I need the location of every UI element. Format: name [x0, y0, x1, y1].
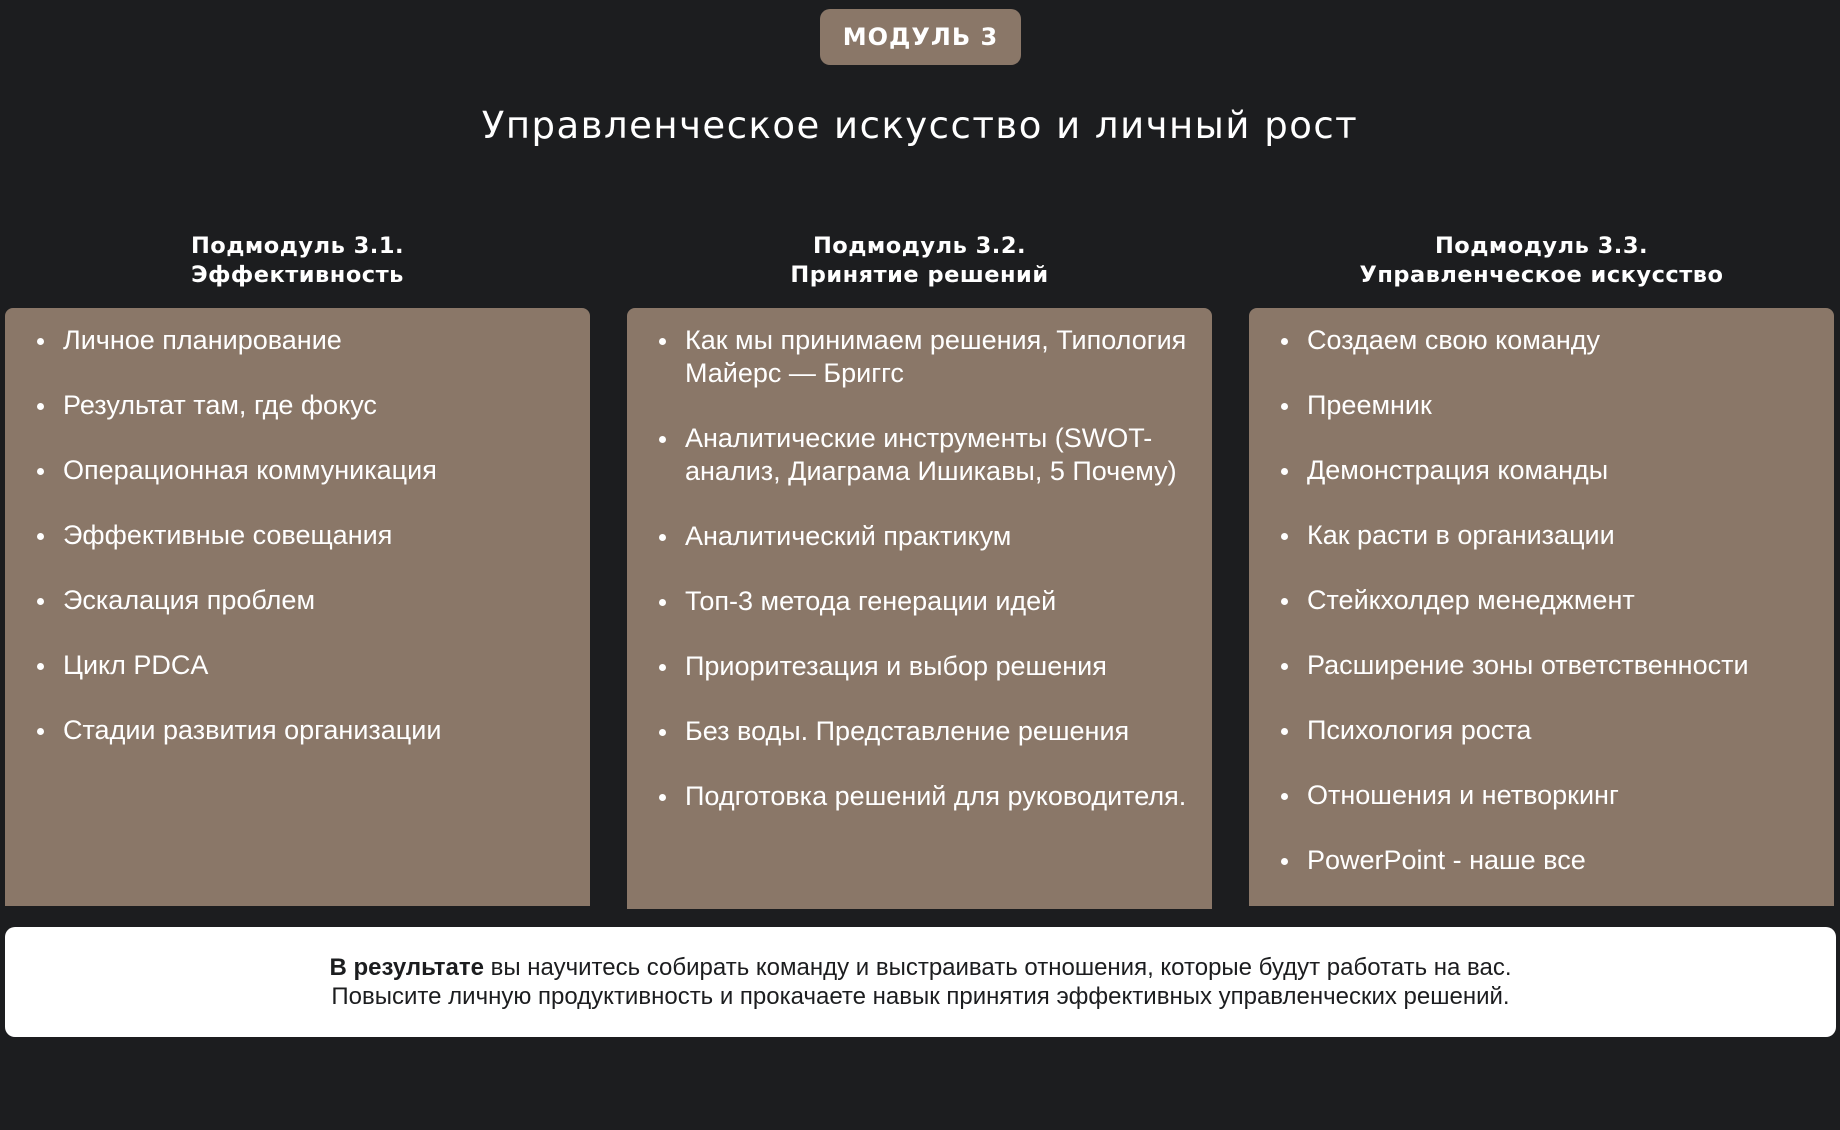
list-item: Результат там, где фокус	[35, 389, 570, 422]
list-item: Эскалация проблем	[35, 584, 570, 617]
list-item: Как расти в организации	[1279, 519, 1814, 552]
list-item: Психология роста	[1279, 714, 1814, 747]
list-item: Расширение зоны ответственности	[1279, 649, 1814, 682]
list-item: Без воды. Представление решения	[657, 715, 1192, 748]
submodule-2-list	[657, 324, 1192, 813]
submodule-1-card	[5, 308, 590, 906]
list-item: Демонстрация команды	[1279, 454, 1814, 487]
list-item: Как мы принимаем решения, Типология Майерс — Бриггс	[657, 324, 1192, 390]
list-item: Эффективные совещания	[35, 519, 570, 552]
result-line-2: Повысите личную продуктивность и прокачаете навык принятия эффективных управленческих решений.	[331, 983, 1510, 1010]
result-lead: В результате	[329, 954, 484, 981]
module-title: Управленческое искусство и личный рост	[481, 104, 1359, 147]
list-item: Создаем свою команду	[1279, 324, 1814, 357]
list-item: Стейкхолдер менеджмент	[1279, 584, 1814, 617]
list-item: Цикл PDCA	[35, 649, 570, 682]
result-line-1	[329, 953, 1511, 982]
list-item: Личное планирование	[35, 324, 570, 357]
list-item: Операционная коммуникация	[35, 454, 570, 487]
submodule-1-heading	[5, 232, 590, 290]
submodule-3-card	[1249, 308, 1834, 906]
result-line-1-text: вы научитесь собирать команду и выстраивать отношения, которые будут работать на вас.	[483, 954, 1512, 981]
submodule-3-number: Подмодуль 3.3.	[1434, 233, 1649, 259]
list-item: PowerPoint - наше все	[1279, 844, 1814, 877]
list-item: Аналитический практикум	[657, 520, 1192, 553]
submodule-1-list	[35, 324, 570, 747]
list-item: Стадии развития организации	[35, 714, 570, 747]
list-item: Преемник	[1279, 389, 1814, 422]
submodule-1-number: Подмодуль 3.1.	[190, 233, 405, 259]
list-item: Приоритезация и выбор решения	[657, 650, 1192, 683]
submodule-2-heading	[627, 232, 1212, 290]
submodule-1-name: Эффективность	[191, 262, 404, 288]
submodule-2-name: Принятие решений	[790, 262, 1049, 288]
submodule-2-number: Подмодуль 3.2.	[812, 233, 1027, 259]
module-badge: МОДУЛЬ 3	[820, 9, 1021, 65]
submodule-3-list	[1279, 324, 1814, 877]
list-item: Подготовка решений для руководителя.	[657, 780, 1192, 813]
submodule-3-heading	[1249, 232, 1834, 290]
list-item: Отношения и нетворкинг	[1279, 779, 1814, 812]
list-item: Топ-3 метода генерации идей	[657, 585, 1192, 618]
result-box	[5, 927, 1836, 1037]
submodule-2-card	[627, 308, 1212, 909]
submodule-3-name: Управленческое искусство	[1359, 262, 1724, 288]
list-item: Аналитические инструменты (SWOT-анализ, Диаграма Ишикавы, 5 Почему)	[657, 422, 1192, 488]
